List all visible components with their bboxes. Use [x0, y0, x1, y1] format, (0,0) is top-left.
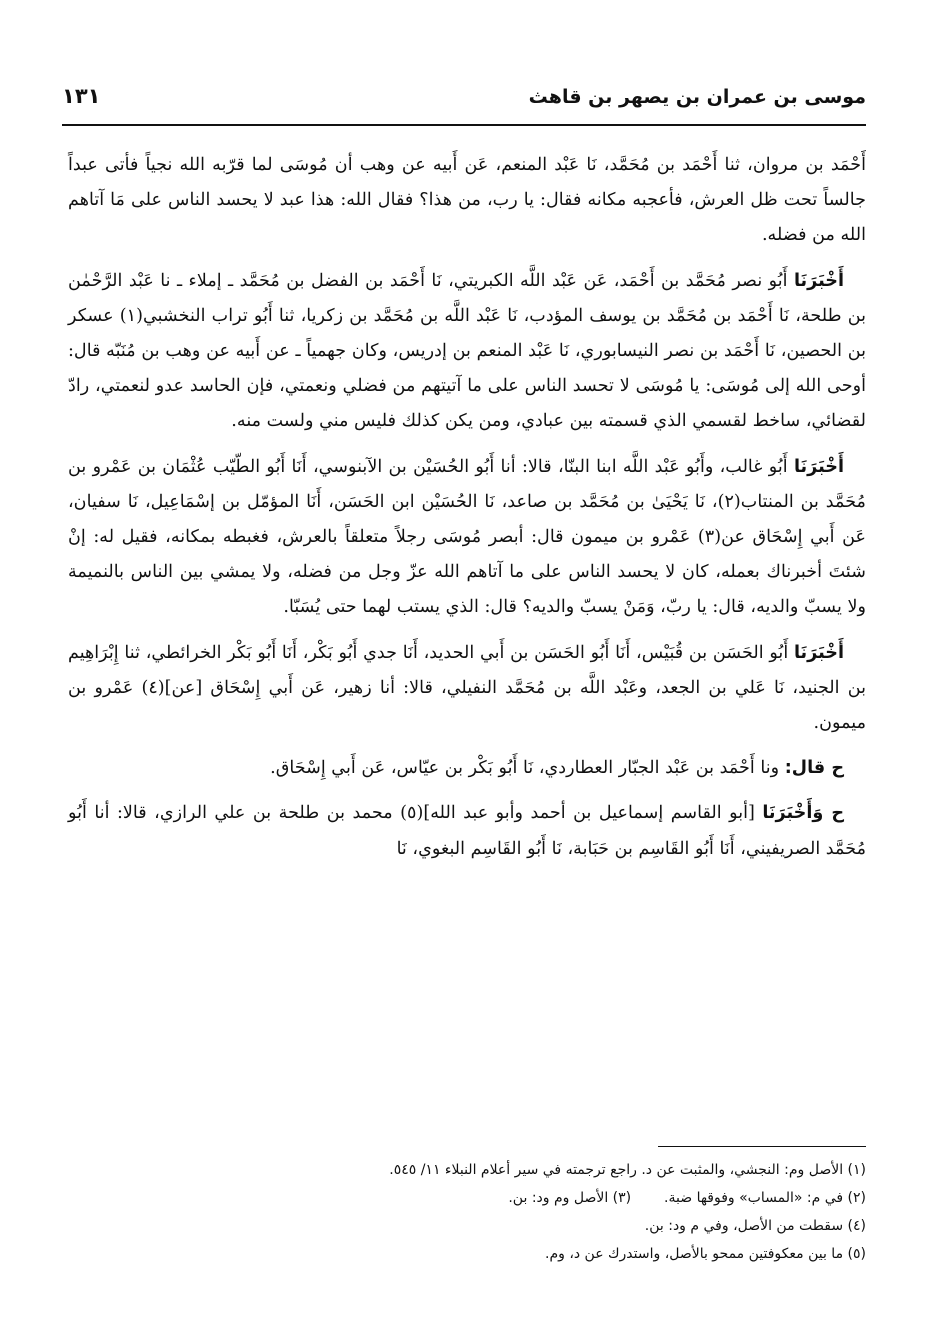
paragraph-lead: أَخْبَرَنَا [793, 270, 844, 291]
paragraph-6 [68, 796, 866, 866]
paragraph-lead: أَخْبَرَنَا [793, 642, 844, 663]
paragraph-text: [أبو القاسم إسماعيل بن أحمد وأبو عبد الله](٥) محمد بن طلحة بن علي الرازي، قالا: أنا أَبُو مُحَمَّد الصريفيني، أَنَا أَبُو القَاسِم بن حَبَابة، نَا أَبُو القَاسِم البغوي، نَا [68, 803, 866, 859]
paragraph-text: أَحْمَد بن مروان، ثنا أَحْمَد بن مُحَمَّد، نَا عَبْد المنعم، عَن أَبيه عن وهب أن مُوسَى لما قرّبه الله نجياً فأتى عبداً جالساً تحت ظل العرش، فأعجبه مكانه فقال: يا رب، من هذا؟ فقال الله: هذا عبد لا يحسد الناس على مَا آتاهم الله من فضله. [68, 155, 866, 246]
page-number: ١٣١ [62, 84, 101, 108]
paragraph-1 [68, 148, 866, 254]
footnote-number: (٣) [612, 1190, 632, 1206]
paragraph-lead: ح وَأَخْبَرَنَا [762, 803, 844, 824]
paragraph-text: أَبُو غالب، وأَبُو عَبْد اللَّه ابنا البنّا، قالا: أنا أَبُو الحُسَيْن بن الآبنوسي، أَنَا أَبُو الطّيّب عُثْمَان بن عَمْرو بن مُحَمَّد بن المنتاب(٢)، نَا يَحْيَىٰ بن مُحَمَّد بن صاعد، نَا الحُسَيْن ابن الحَسَن، أَنَا المؤمّل بن إسْمَاعِيل، نَا سفيان، عَن أَبي إِسْحَاق عن(٣) عَمْرو بن ميمون قال: أبصر مُوسَى رجلاً متعلقاً بالعرش، فغبطه بمكانه، فقيل له: إنْ شئتَ أخبرناك بعمله، كان لا يحسد الناس على ما آتاهم الله عزّ وجل من فضله، ولا يمشي بين الناس بالنميمة ولا يسبّ والديه، قال: يا ربّ، وَمَنْ يسبّ والديه؟ قال: الذي يستب لهما حتى يُسَبّا. [68, 456, 866, 618]
footnote-1 [68, 1156, 866, 1184]
footnotes [68, 1156, 866, 1268]
footnote-number: (٢) [847, 1190, 866, 1206]
footnote-text: سقطت من الأصل، وفي م ود: بن. [644, 1218, 844, 1234]
paragraph-4 [68, 636, 866, 742]
paragraph-text: أَبُو الحَسَن بن قُبَيْس، أَنَا أَبُو الحَسَن بن أَبي الحديد، أَنَا جدي أَبُو بَكْر، أَنَا أَبُو بَكْر الخرائطي، ثنا إِبْرَاهِيم بن الجنيد، نَا عَلي بن الجعد، وعَبْد اللَّه بن مُحَمَّد النفيلي، قالا: أنا زهير، عَن أَبي إِسْحَاق [عن](٤) عَمْرو بن ميمون. [68, 642, 866, 734]
footnote-5 [68, 1240, 866, 1268]
running-head [62, 82, 866, 122]
paragraph-lead: أَخْبَرَنَا [793, 456, 844, 477]
footnote-text: الأصل وم: النجشي، والمثبت عن د. راجع ترجمته في سير أعلام النبلاء ١١/ ٥٤٥. [389, 1162, 844, 1178]
header-rule [62, 124, 866, 126]
paragraph-text: أَبُو نصر مُحَمَّد بن أَحْمَد، عَن عَبْد اللَّه الكبريتي، نَا أَحْمَد بن الفضل بن مُحَمَّد ـ إملاء ـ نا عَبْد الرَّحْمٰن بن طلحة، نَا أَحْمَد بن مُحَمَّد بن يوسف المؤدب، نَا عَبْد اللَّه بن مُحَمَّد بن زكريا، ثنا أَبُو تراب النخشبي(١) عسكر بن الحصين، نَا أَحْمَد بن نصر النيسابوري، نَا عَبْد المنعم بن إدريس، وكان جهمياً ـ عن أَبيه عن وهب بن مُنَبّه قال: أوحى الله إلى مُوسَى: يا مُوسَى لا تحسد الناس على ما آتيتهم من فضلي ونعمتي، فإن الحاسد عدو لنعمتي، رادّ لقضائي، ساخط لقسمي الذي قسمته بين عبادي، ومن يكن كذلك فليس مني ولست منه. [68, 270, 867, 432]
paragraph-2 [68, 264, 866, 440]
footnote-text: في م: «المساب» وفوقها ضبة. [664, 1190, 844, 1206]
footnote-4 [68, 1212, 866, 1240]
footnote-number: (٤) [847, 1218, 866, 1234]
paragraph-text: ونا أَحْمَد بن عَبْد الجبّار العطاردي، نَا أَبُو بَكْر بن عيّاس، عَن أَبي إِسْحَاق. [270, 758, 785, 779]
footnote-text: ما بين معكوفتين ممحو بالأصل، واستدرك عن د، وم. [545, 1246, 844, 1262]
footnote-text: الأصل وم ود: بن. [508, 1190, 609, 1206]
footnote-rule [658, 1146, 866, 1147]
footnote-number: (٥) [847, 1246, 866, 1262]
paragraph-3 [68, 450, 866, 626]
running-title: موسى بن عمران بن يصهر بن قاهث [528, 86, 866, 108]
footnote-number: (١) [847, 1162, 866, 1178]
main-text [68, 148, 866, 867]
paragraph-lead: ح قال: [784, 758, 844, 779]
paragraph-5 [68, 751, 866, 786]
footnote-2 [68, 1184, 866, 1212]
